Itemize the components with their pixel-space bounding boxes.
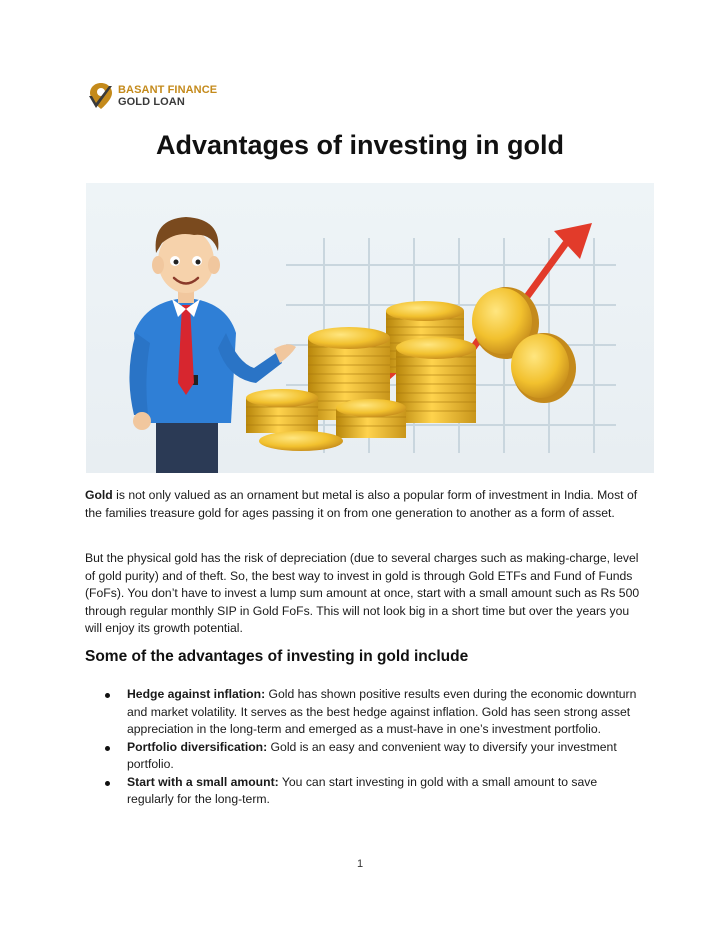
hero-illustration [86,183,654,473]
bullet-icon [105,693,110,698]
location-pin-check-icon [88,82,114,110]
intro-bold-word: Gold [85,488,113,502]
list-item-label: Portfolio diversification: [127,739,268,754]
logo-sub-text: GOLD LOAN [118,96,185,108]
page-title: Advantages of investing in gold [155,130,565,160]
list-item-text: Gold is an easy and convenient way to diversify your investment portfolio. [127,739,617,771]
list-item [85,774,641,809]
bullet-icon [105,781,110,786]
advantages-heading: Some of the advantages of investing in gold include [85,648,469,665]
page-number: 1 [356,858,364,870]
list-item-label: Start with a small amount: [127,774,279,789]
bullet-icon [105,746,110,751]
intro-paragraph-1 [85,487,641,522]
list-item-label: Hedge against inflation: [127,687,266,701]
list-item-text: Gold has shown positive results even during the economic downturn and market volatility. It serves as the best hedge against inflation. Gold has seen strong asset appreciation in the long-term and emerged as a must-have in one’s investment portfolio. [127,687,637,736]
logo-brand-text: BASANT FINANCE [118,84,218,96]
list-item [85,739,641,774]
intro-paragraph-2: But the physical gold has the risk of depreciation (due to several charges such as making-charge, level of gold purity) and of theft. So, the best way to invest in gold is through Gold ETFs and Fund of Funds (FoFs). You don’t have to invest a lump sum amount at once, start with a small amount such as Rs 500 through regular monthly SIP in Gold FoFs. This will not look big in a short time but over the years you will enjoy its growth potential. [85,551,640,635]
brand-logo [88,82,228,112]
advantages-list [85,686,641,809]
list-item-text: You can start investing in gold with a small amount to save regularly for the long-term. [127,774,598,806]
list-item [85,686,641,739]
intro-paragraph-1-text: is not only valued as an ornament but metal is also a popular form of investment in India. Most of the families treasure gold for ages passing it on from one generation to another as a form of asset. [85,488,638,520]
